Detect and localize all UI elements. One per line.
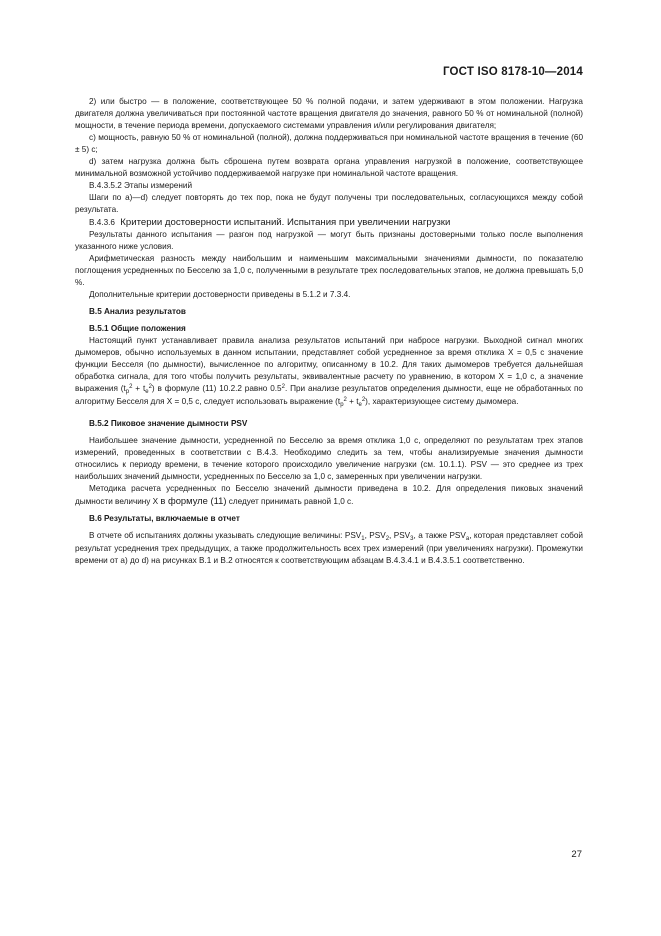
subsection-title: Критерии достоверности испытаний. Испытания при увеличении нагрузки — [120, 217, 451, 228]
section-heading: В.5.2 Пиковое значение дымности PSV — [89, 419, 248, 428]
paragraph: d) затем нагрузка должна быть сброшена путем возврата органа управления нагрузкой в положение, соответствующее минимальной возможной устойчиво поддерживаемой нагрузке при номинальной частоте вращения. — [75, 157, 583, 178]
paragraph: с) мощность, равную 50 % от номинальной (полной), должна поддерживаться при номинальной частоте вращения в течение (60 ± 5) с; — [75, 133, 583, 154]
page-number: 27 — [571, 849, 582, 860]
document-body — [75, 96, 583, 567]
paragraph: Настоящий пункт устанавливает правила анализа результатов испытаний при набросе нагрузки. Выходной сигнал многих дымомеров, обычно используемых в данном испытании, представляет собой усредненное за время отклика X = 0,5 с значение функции Бесселя (по дымности), вычисленное по алгоритму, описанному в 10.2. Для таких дымомеров требуется дальнейшая обработка сигнала, для того чтобы получить результаты, эквивалентные расчету по уравнению, в котором X = 1,0 с, а значение выражения $(t_p^2 + t_e^2)$ в формуле (11) 10.2.2 равно $0.5^2$. При анализе результатов определения дымности, еще не обработанных по алгоритму Бесселя для X = 0,5 с, следует использовать выражение $(t_p^2 + t_e^2)$, характеризующее систему дымомера. — [75, 336, 583, 408]
document-header: ГОСТ ISO 8178-10—2014 — [442, 66, 583, 78]
subsection-heading — [75, 216, 583, 229]
section-heading: В.5.1 Общие положения — [89, 324, 186, 333]
paragraph: Результаты данного испытания — разгон под нагрузкой — могут быть признаны достоверными только после выполнения указанного ниже условия. — [75, 230, 583, 251]
paragraph: Дополнительные критерии достоверности приведены в 5.1.2 и 7.3.4. — [89, 290, 351, 299]
section-heading: В.6 Результаты, включаемые в отчет — [89, 514, 240, 523]
paragraph: Методика расчета усредненных по Бесселю значений дымности приведена в 10.2. Для определения пиковых значений дымности величину X в формуле (11) следует принимать равной 1,0 с. — [75, 484, 583, 506]
paragraph: В отчете об испытаниях должны указывать следующие величины: $PSV_1$, $PSV_2$, $PSV_3$, а также $PSV_a$, которая представляет собой результат усреднения трех предыдущих, а также продолжительность всех трех измерений (при увеличениях нагрузки). Промежутки времени от а) до d) на рисунках В.1 и В.2 относятся к соответствующим абзацам В.4.3.4.1 и В.4.3.5.1 соответственно. — [75, 531, 583, 565]
subsection-number: В.4.3.6 — [89, 218, 115, 227]
paragraph: Шаги по а)—d) следует повторять до тех пор, пока не будут получены три последовательных, согласующихся между собой результата. — [75, 193, 583, 214]
paragraph: 2) или быстро — в положение, соответствующее 50 % полной подачи, и затем удерживают в этом положении. Нагрузка двигателя должна увеличиваться при постоянной частоте вращения двигателя до значения, равного 50 % от номинальной (полной) мощности, в течение периода времени, допускаемого системами управления и/или регулирования двигателя; — [75, 97, 583, 130]
subsection-heading: В.4.3.5.2 Этапы измерений — [89, 181, 193, 190]
section-heading: В.5 Анализ результатов — [89, 307, 186, 316]
paragraph: Арифметическая разность между наибольшим и наименьшим максимальными значениями дымности, по показателю поглощения усредненных по Бесселю за 1,0 с, полученными в результате трех последовательных этапов, не должна превышать 5,0 %. — [75, 254, 583, 287]
paragraph: Наибольшее значение дымности, усредненной по Бесселю за время отклика 1,0 с, определяют по результатам трех этапов измерений, проведенных в соответствии с В.4.3. Необходимо следить за тем, чтобы анализируемые значения дымности относились к периоду времени, в течение которого происходило увеличение нагрузки (см. 10.1.1). PSV — это среднее из трех наибольших значений дымности, усредненных по Бесселю за 1,0 с, замеренных при увеличении нагрузки. — [75, 436, 583, 481]
